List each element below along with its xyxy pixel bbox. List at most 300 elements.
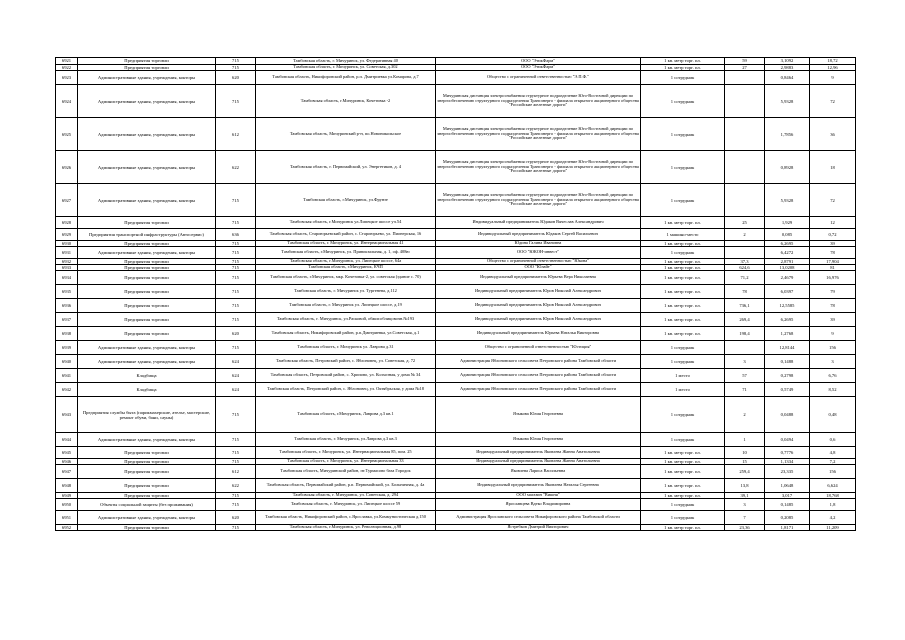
quantity-cell: 736,1 bbox=[725, 299, 765, 313]
quantity-cell bbox=[725, 71, 765, 85]
value-1-cell: 1,7856 bbox=[765, 118, 810, 151]
measure-unit-cell: 1 кв. метр торг. пл. bbox=[641, 493, 725, 499]
quantity-cell: 624,6 bbox=[725, 265, 765, 271]
row-number-cell: 6945 bbox=[56, 447, 78, 459]
quantity-cell: 27 bbox=[725, 65, 765, 71]
quantity-cell: 269,4 bbox=[725, 313, 765, 327]
organization-name-cell: Мичуринская дистанция электроснабжения структурное подразделение Юго-Восточной дирекции по энергообеспечению структурного подразделения Трансэнерго - филиала открытого акционерного общества "Российские железные дороги" bbox=[436, 118, 641, 151]
object-category-cell: Предприятия торговли bbox=[78, 65, 216, 71]
row-number-cell: 6925 bbox=[56, 118, 78, 151]
district-code-cell: 715 bbox=[216, 259, 256, 265]
table-row bbox=[56, 479, 856, 493]
district-code-cell: 715 bbox=[216, 433, 256, 447]
organization-name-cell: Индивидуальный предприниматель Яковлева Жанна Анатольевна bbox=[436, 447, 641, 459]
row-number-cell: 6947 bbox=[56, 465, 78, 479]
measure-unit-cell: 1 кв. метр торг. пл. bbox=[641, 217, 725, 229]
district-code-cell: 612 bbox=[216, 118, 256, 151]
measure-unit-cell: 1 кв. метр торг. пл. bbox=[641, 459, 725, 465]
district-code-cell: 624 bbox=[216, 355, 256, 369]
object-category-cell: Предприятия торговли bbox=[78, 271, 216, 285]
quantity-cell: 13,8 bbox=[725, 479, 765, 493]
row-number-cell: 6949 bbox=[56, 493, 78, 499]
object-address-cell: Тамбовская область, Никифоровский район, р.п. Дмитриевка ул.Комарова, д.7 bbox=[256, 71, 436, 85]
table-row bbox=[56, 229, 856, 241]
object-category-cell: Предприятия торговли bbox=[78, 299, 216, 313]
value-2-cell: 1,8 bbox=[810, 499, 856, 511]
object-address-cell: Тамбовская область, г. Мичуринск ул. Лаврова д.31 bbox=[256, 341, 436, 355]
row-number-cell: 6939 bbox=[56, 341, 78, 355]
object-address-cell: Тамбовская область, г.Мичуринск, Лаврова д.3 кв.1 bbox=[256, 397, 436, 433]
district-code-cell: 715 bbox=[216, 184, 256, 217]
district-code-cell: 636 bbox=[216, 229, 256, 241]
district-code-cell: 715 bbox=[216, 65, 256, 71]
district-code-cell: 715 bbox=[216, 241, 256, 247]
object-address-cell: Тамбовская область, г. Мичуринск, ул.Лаврова д.3 кв.3 bbox=[256, 433, 436, 447]
row-number-cell: 6924 bbox=[56, 85, 78, 118]
table-row bbox=[56, 383, 856, 397]
row-number-cell: 6932 bbox=[56, 259, 78, 265]
organization-name-cell: ООО "Юлайт" bbox=[436, 265, 641, 271]
value-2-cell: 6,76 bbox=[810, 369, 856, 383]
measure-unit-cell: 1 кв. метр торг. пл. bbox=[641, 299, 725, 313]
object-category-cell: Предприятия торговли bbox=[78, 265, 216, 271]
row-number-cell: 6933 bbox=[56, 265, 78, 271]
quantity-cell: 259,4 bbox=[725, 465, 765, 479]
value-1-cell: 3,1092 bbox=[765, 58, 810, 65]
organization-name-cell: Яковлева Лариса Васильевна bbox=[436, 465, 641, 479]
measure-unit-cell: 1 кв. метр торг. пл. bbox=[641, 271, 725, 285]
object-address-cell: Тамбовская область, г. Мичуринск, ул. Советская, д.302 bbox=[256, 65, 436, 71]
value-2-cell: 39 bbox=[810, 313, 856, 327]
measure-unit-cell: 1 сотрудник bbox=[641, 397, 725, 433]
object-category-cell: Административные здания, учреждения, конторы bbox=[78, 118, 216, 151]
row-number-cell: 6921 bbox=[56, 58, 78, 65]
measure-unit-cell: 1 кв. метр торг. пл. bbox=[641, 285, 725, 299]
value-1-cell: 0,1485 bbox=[765, 499, 810, 511]
value-2-cell: 3 bbox=[810, 355, 856, 369]
table-row bbox=[56, 369, 856, 383]
object-address-cell: Тамбовская область, Первомайский район, р.п. Первомайский, ул. Больничная, д. 4а bbox=[256, 479, 436, 493]
table-row bbox=[56, 447, 856, 459]
quantity-cell: 1 bbox=[725, 433, 765, 447]
row-number-cell: 6951 bbox=[56, 511, 78, 525]
quantity-cell: 71,2 bbox=[725, 271, 765, 285]
object-address-cell: Тамбовская область, г. Мичуринск, ул.Расковой, обжиг.облицовочн.№193 bbox=[256, 313, 436, 327]
object-category-cell: Предприятия торговли bbox=[78, 313, 216, 327]
row-number-cell: 6946 bbox=[56, 459, 78, 465]
object-address-cell: Тамбовская область, Мичуринский район, пт.Турмасово база Городок bbox=[256, 465, 436, 479]
row-number-cell: 6927 bbox=[56, 184, 78, 217]
value-2-cell: 0,72 bbox=[810, 229, 856, 241]
table-row bbox=[56, 285, 856, 299]
organization-name-cell: Общество с ограниченной ответственностью "Юкона" bbox=[436, 259, 641, 265]
object-category-cell: Предприятия торговли bbox=[78, 465, 216, 479]
organization-name-cell: ООО магазин "Вишня" bbox=[436, 493, 641, 499]
measure-unit-cell: 1 кв. метр торг. пл. bbox=[641, 525, 725, 531]
value-2-cell: 8,52 bbox=[810, 383, 856, 397]
object-category-cell: Административные здания, учреждения, конторы bbox=[78, 341, 216, 355]
district-code-cell: 624 bbox=[216, 383, 256, 397]
district-code-cell: 715 bbox=[216, 247, 256, 259]
measure-unit-cell: 1 сотрудник bbox=[641, 118, 725, 151]
object-address-cell: Тамбовская область, г. Мичуринск ул. Липецкое шоссе, д.19 bbox=[256, 299, 436, 313]
object-category-cell: Предприятия торговли bbox=[78, 327, 216, 341]
district-code-cell: 715 bbox=[216, 493, 256, 499]
table-row bbox=[56, 151, 856, 184]
organization-name-cell: Администрация Яблоновского сельсовета Петровского района Тамбовской области bbox=[436, 355, 641, 369]
row-number-cell: 6942 bbox=[56, 383, 78, 397]
quantity-cell: 59 bbox=[725, 58, 765, 65]
value-1-cell: 12,8144 bbox=[765, 341, 810, 355]
district-code-cell: 612 bbox=[216, 465, 256, 479]
value-2-cell: 156 bbox=[810, 465, 856, 479]
object-address-cell: Тамбовская область, г.Мичуринск, ул. Привокзальная, д. 1, оф. 408ю bbox=[256, 247, 436, 259]
object-address-cell: Тамбовская область, г. Мичуринск, ул. Федеративная 40 bbox=[256, 58, 436, 65]
organization-name-cell: Администрация Ярославского сельсовета Никифоровского района Тамбовской области bbox=[436, 511, 641, 525]
district-code-cell: 620 bbox=[216, 327, 256, 341]
district-code-cell: 715 bbox=[216, 271, 256, 285]
organization-name-cell: ООО "ЮКОН-инвест" bbox=[436, 247, 641, 259]
measure-unit-cell: 1 сотрудник bbox=[641, 151, 725, 184]
quantity-cell: 37,3 bbox=[725, 259, 765, 265]
object-category-cell: Административные здания, учреждения, конторы bbox=[78, 355, 216, 369]
organization-name-cell: Индивидуальный предприниматель Яковлева Жанна Анатольевна bbox=[436, 459, 641, 465]
row-number-cell: 6931 bbox=[56, 247, 78, 259]
value-2-cell: 72 bbox=[810, 184, 856, 217]
organization-name-cell: Индивидуальный предприниматель Юрьева Вера Николаевна bbox=[436, 271, 641, 285]
value-2-cell: 39 bbox=[810, 241, 856, 247]
table-row bbox=[56, 71, 856, 85]
value-2-cell: 78 bbox=[810, 299, 856, 313]
measure-unit-cell: 1 сотрудник bbox=[641, 184, 725, 217]
measure-unit-cell: 1 сотрудник bbox=[641, 355, 725, 369]
measure-unit-cell: 1 кв. метр торг. пл. bbox=[641, 465, 725, 479]
value-1-cell: 2,4679 bbox=[765, 271, 810, 285]
value-2-cell: 36 bbox=[810, 118, 856, 151]
quantity-cell bbox=[725, 184, 765, 217]
object-address-cell: Тамбовская область, г. Первомайский, ул. Энергетиков, д. 4 bbox=[256, 151, 436, 184]
row-number-cell: 6940 bbox=[56, 355, 78, 369]
object-address-cell: Тамбовская область, Петровский район, с. Яблоновец, ул. Октябрьская, у дома №18 bbox=[256, 383, 436, 397]
measure-unit-cell: 1 сотрудник bbox=[641, 511, 725, 525]
table-row bbox=[56, 118, 856, 151]
table-row bbox=[56, 313, 856, 327]
row-number-cell: 6948 bbox=[56, 479, 78, 493]
value-1-cell: 5,9328 bbox=[765, 184, 810, 217]
district-code-cell: 715 bbox=[216, 85, 256, 118]
value-1-cell: 5,9328 bbox=[765, 85, 810, 118]
quantity-cell: 71 bbox=[725, 383, 765, 397]
object-address-cell: Тамбовская область, г. Мичуринск, ул. Интернациональная 33 bbox=[256, 459, 436, 465]
row-number-cell: 6936 bbox=[56, 299, 78, 313]
value-1-cell: 0,8928 bbox=[765, 151, 810, 184]
value-1-cell: 0,0494 bbox=[765, 433, 810, 447]
row-number-cell: 6943 bbox=[56, 397, 78, 433]
value-2-cell: 9 bbox=[810, 327, 856, 341]
quantity-cell: 2 bbox=[725, 397, 765, 433]
table-row bbox=[56, 217, 856, 229]
value-1-cell: 1,8171 bbox=[765, 525, 810, 531]
object-category-cell: Предприятия торговли bbox=[78, 525, 216, 531]
value-2-cell: 0,48 bbox=[810, 397, 856, 433]
district-code-cell: 620 bbox=[216, 71, 256, 85]
row-number-cell: 6929 bbox=[56, 229, 78, 241]
object-address-cell: Тамбовская область, Мичуринский р-н, по.Новоникольское bbox=[256, 118, 436, 151]
object-address-cell: Тамбовская область, Петровский район, с. Хрипово, ул. Колхозная, у дома № 34 bbox=[256, 369, 436, 383]
object-category-cell: Предприятия торговли bbox=[78, 241, 216, 247]
object-category-cell: Кладбища bbox=[78, 383, 216, 397]
organization-name-cell: Ярославцева Вдеко Владимировна bbox=[436, 499, 641, 511]
measure-unit-cell: 1 сотрудник bbox=[641, 247, 725, 259]
measure-unit-cell: 1 сотрудник bbox=[641, 85, 725, 118]
organization-name-cell: Мичуринская дистанция электроснабжения структурное подразделение Юго-Восточной дирекции по энергообеспечению структурного подразделения Трансэнерго - филиала открытого акционерного общества "Российские железные дороги" bbox=[436, 85, 641, 118]
organization-name-cell: Индивидуальный предприниматель Юдаков Вячеслав Александрович bbox=[436, 217, 641, 229]
measure-unit-cell: 1 сотрудник bbox=[641, 341, 725, 355]
object-address-cell: Тамбовская область, Никифоровский район, р.п.Дмитриевка, ул.Советская, д.1 bbox=[256, 327, 436, 341]
object-category-cell: Предприятия транспортной инфраструктуры (Автосервис) bbox=[78, 229, 216, 241]
row-number-cell: 6938 bbox=[56, 327, 78, 341]
object-category-cell: Административные здания, учреждения, конторы bbox=[78, 247, 216, 259]
object-category-cell: Предприятия службы быта (парикмахерские, ателье, мастерские, ремонт обуви, бани, сауны) bbox=[78, 397, 216, 433]
organization-name-cell: Ястребков Дмитрий Викторович bbox=[436, 525, 641, 531]
object-category-cell: Объекты социальной защиты (без проживания) bbox=[78, 499, 216, 511]
quantity-cell: 198,4 bbox=[725, 327, 765, 341]
value-2-cell: 18,768 bbox=[810, 493, 856, 499]
row-number-cell: 6930 bbox=[56, 241, 78, 247]
table-row bbox=[56, 499, 856, 511]
row-number-cell: 6923 bbox=[56, 71, 78, 85]
district-code-cell: 715 bbox=[216, 397, 256, 433]
value-2-cell: 81 bbox=[810, 265, 856, 271]
value-2-cell: 156 bbox=[810, 341, 856, 355]
object-category-cell: Предприятия торговли bbox=[78, 493, 216, 499]
table-row bbox=[56, 397, 856, 433]
object-category-cell: Предприятия торговли bbox=[78, 285, 216, 299]
registry-table bbox=[55, 57, 856, 531]
object-address-cell: Тамбовская область, г.Мичуринск, ул. Липецкое шоссе, 64а bbox=[256, 259, 436, 265]
object-address-cell: Тамбовская область, Никифоровский район, с.Ярославка, ул.Коммунистическая д.150 bbox=[256, 511, 436, 525]
measure-unit-cell: 1 место bbox=[641, 369, 725, 383]
district-code-cell: 715 bbox=[216, 217, 256, 229]
value-1-cell: 0,0488 bbox=[765, 397, 810, 433]
value-1-cell: 6,2695 bbox=[765, 241, 810, 247]
table-row bbox=[56, 271, 856, 285]
object-category-cell: Административные здания, учреждения, конторы bbox=[78, 184, 216, 217]
table-row bbox=[56, 184, 856, 217]
object-category-cell: Предприятия торговли bbox=[78, 479, 216, 493]
organization-name-cell: Общество с ограниченной ответственностью "Юстиция" bbox=[436, 341, 641, 355]
value-1-cell: 1,929 bbox=[765, 217, 810, 229]
quantity-cell bbox=[725, 247, 765, 259]
organization-name-cell: Языкова Юлия Георгиевна bbox=[436, 433, 641, 447]
object-category-cell: Административные здания, учреждения, конторы bbox=[78, 151, 216, 184]
measure-unit-cell: 1 машино-место bbox=[641, 229, 725, 241]
value-1-cell: 3,017 bbox=[765, 493, 810, 499]
value-2-cell: 12 bbox=[810, 217, 856, 229]
organization-name-cell: Мичуринская дистанция электроснабжения структурное подразделение Юго-Восточной дирекции по энергообеспечению структурного подразделения Трансэнерго - филиала открытого акционерного общества "Российские железные дороги" bbox=[436, 151, 641, 184]
measure-unit-cell: 1 кв. метр торг. пл. bbox=[641, 265, 725, 271]
object-address-cell: Тамбовская область, г.Мичуринск, Кочетовка -2 bbox=[256, 85, 436, 118]
measure-unit-cell: 1 кв. метр торг. пл. bbox=[641, 58, 725, 65]
object-category-cell: Предприятия торговли bbox=[78, 217, 216, 229]
organization-name-cell: Юдина Галина Ивановна bbox=[436, 241, 641, 247]
value-2-cell: 12,96 bbox=[810, 65, 856, 71]
district-code-cell: 715 bbox=[216, 58, 256, 65]
value-2-cell: 4,8 bbox=[810, 447, 856, 459]
district-code-cell: 622 bbox=[216, 151, 256, 184]
object-category-cell: Административные здания, учреждения, конторы bbox=[78, 71, 216, 85]
value-2-cell: 4,2 bbox=[810, 511, 856, 525]
row-number-cell: 6950 bbox=[56, 499, 78, 511]
organization-name-cell: Индивидуальный предприниматель Юров Николай Александрович bbox=[436, 313, 641, 327]
quantity-cell: 2 bbox=[725, 229, 765, 241]
quantity-cell bbox=[725, 151, 765, 184]
value-2-cell: 79 bbox=[810, 285, 856, 299]
document-sheet bbox=[55, 57, 855, 531]
quantity-cell: 3 bbox=[725, 499, 765, 511]
object-category-cell: Предприятия торговли bbox=[78, 447, 216, 459]
value-1-cell: 0,2085 bbox=[765, 511, 810, 525]
table-row bbox=[56, 525, 856, 531]
district-code-cell: 715 bbox=[216, 447, 256, 459]
measure-unit-cell: 1 сотрудник bbox=[641, 433, 725, 447]
quantity-cell: 3 bbox=[725, 355, 765, 369]
value-2-cell: 18,72 bbox=[810, 58, 856, 65]
object-address-cell: Тамбовская область, г.Мичуринск, КЧП bbox=[256, 265, 436, 271]
measure-unit-cell: 1 кв. метр торг. пл. bbox=[641, 327, 725, 341]
table-row bbox=[56, 85, 856, 118]
organization-name-cell: Индивидуальный предприниматель Юдаков Сергей Васильевич bbox=[436, 229, 641, 241]
organization-name-cell: Языкова Юлия Георгиевна bbox=[436, 397, 641, 433]
value-1-cell: 0,085 bbox=[765, 229, 810, 241]
object-address-cell: Тамбовская область, г.Мичуринск ул.Липецкое шоссе уч.54 bbox=[256, 217, 436, 229]
row-number-cell: 6926 bbox=[56, 151, 78, 184]
organization-name-cell: Общество с ограниченной ответственностью "Э.П.Ф." bbox=[436, 71, 641, 85]
object-category-cell: Административные здания, учреждения, конторы bbox=[78, 85, 216, 118]
organization-name-cell: Администрация Яблоновского сельсовета Петровского района Тамбовской области bbox=[436, 369, 641, 383]
district-code-cell: 624 bbox=[216, 369, 256, 383]
value-2-cell: 72 bbox=[810, 85, 856, 118]
quantity-cell: 57 bbox=[725, 369, 765, 383]
table-row bbox=[56, 247, 856, 259]
object-category-cell: Предприятия торговли bbox=[78, 58, 216, 65]
quantity-cell bbox=[725, 341, 765, 355]
row-number-cell: 6922 bbox=[56, 65, 78, 71]
organization-name-cell: Индивидуальный предприниматель Яковлева Наталья Сергеевна bbox=[436, 479, 641, 493]
table-row bbox=[56, 511, 856, 525]
value-2-cell: 16,976 bbox=[810, 271, 856, 285]
district-code-cell: 715 bbox=[216, 313, 256, 327]
value-2-cell: 18 bbox=[810, 151, 856, 184]
measure-unit-cell: 1 кв. метр торг. пл. bbox=[641, 447, 725, 459]
value-2-cell: 6,624 bbox=[810, 479, 856, 493]
object-address-cell: Тамбовская область, г.Мичуринск, ул. Революционная, д.98 bbox=[256, 525, 436, 531]
table-row bbox=[56, 341, 856, 355]
object-address-cell: Тамбовская область, г.Мичуринск, мкр. Кочетовка-2, ул. советская (здание с. 70) bbox=[256, 271, 436, 285]
value-1-cell: 0,8464 bbox=[765, 71, 810, 85]
object-category-cell: Административные здания, учреждения, конторы bbox=[78, 433, 216, 447]
object-address-cell: Тамбовская область, г.Мичуринск, ул.Фрунзе bbox=[256, 184, 436, 217]
row-number-cell: 6935 bbox=[56, 285, 78, 299]
value-1-cell: 0,2798 bbox=[765, 369, 810, 383]
value-2-cell: 17,904 bbox=[810, 259, 856, 265]
value-2-cell: 7,2 bbox=[810, 459, 856, 465]
quantity-cell: 39,1 bbox=[725, 493, 765, 499]
district-code-cell: 620 bbox=[216, 511, 256, 525]
measure-unit-cell: 1 кв. метр торг. пл. bbox=[641, 313, 725, 327]
measure-unit-cell: 1 кв. метр торг. пл. bbox=[641, 479, 725, 493]
district-code-cell: 715 bbox=[216, 265, 256, 271]
row-number-cell: 6941 bbox=[56, 369, 78, 383]
value-1-cell: 1,2768 bbox=[765, 327, 810, 341]
district-code-cell: 715 bbox=[216, 459, 256, 465]
table-row bbox=[56, 327, 856, 341]
row-number-cell: 6944 bbox=[56, 433, 78, 447]
district-code-cell: 715 bbox=[216, 499, 256, 511]
object-address-cell: Тамбовская область, Староюрьевский район, с. Староюрьево, ул. Пионерская, 16 bbox=[256, 229, 436, 241]
organization-name-cell: Индивидуальный предприниматель Юров Николай Александрович bbox=[436, 285, 641, 299]
organization-name-cell: Администрация Яблоновского сельсовета Петровского района Тамбовской области bbox=[436, 383, 641, 397]
value-1-cell: 6,2695 bbox=[765, 313, 810, 327]
value-1-cell: 0,1488 bbox=[765, 355, 810, 369]
quantity-cell bbox=[725, 85, 765, 118]
value-1-cell: 0,5749 bbox=[765, 383, 810, 397]
district-code-cell: 622 bbox=[216, 479, 256, 493]
object-address-cell: Тамбовская область, Петровский район, с. Яблоновец, ул. Советская, д. 72 bbox=[256, 355, 436, 369]
table-row bbox=[56, 355, 856, 369]
table-body bbox=[56, 58, 856, 531]
row-number-cell: 6928 bbox=[56, 217, 78, 229]
value-1-cell: 2,8791 bbox=[765, 259, 810, 265]
measure-unit-cell: 1 кв. метр торг. пл. bbox=[641, 65, 725, 71]
district-code-cell: 715 bbox=[216, 341, 256, 355]
object-address-cell: Тамбовская область, г. Мичуринск, ул. Липецкое шоссе 59 bbox=[256, 499, 436, 511]
quantity-cell: 23,36 bbox=[725, 525, 765, 531]
district-code-cell: 715 bbox=[216, 299, 256, 313]
table-row bbox=[56, 433, 856, 447]
object-category-cell: Предприятия торговли bbox=[78, 459, 216, 465]
object-category-cell: Административные здания, учреждения, конторы bbox=[78, 511, 216, 525]
measure-unit-cell: 1 место bbox=[641, 383, 725, 397]
quantity-cell bbox=[725, 118, 765, 151]
value-1-cell: 6,4272 bbox=[765, 247, 810, 259]
row-number-cell: 6952 bbox=[56, 525, 78, 531]
object-address-cell: Тамбовская область, г. Мичуринск, ул. Советская, д. 294 bbox=[256, 493, 436, 499]
table-row bbox=[56, 299, 856, 313]
value-2-cell: 0,6 bbox=[810, 433, 856, 447]
quantity-cell: 10 bbox=[725, 447, 765, 459]
table-row bbox=[56, 465, 856, 479]
object-address-cell: Тамбовская область, г. Мичуринск, ул. Интернациональная 41 bbox=[256, 241, 436, 247]
object-address-cell: Тамбовская область, г. Мичуринск ул. Тургенева, д.112 bbox=[256, 285, 436, 299]
value-1-cell: 23,335 bbox=[765, 465, 810, 479]
measure-unit-cell: 1 кв. метр торг. пл. bbox=[641, 259, 725, 265]
value-1-cell: 6,0397 bbox=[765, 285, 810, 299]
value-2-cell: 78 bbox=[810, 247, 856, 259]
quantity-cell: 7 bbox=[725, 511, 765, 525]
object-address-cell: Тамбовская область, г. Мичуринск, ул. Интернациональная 85, пом. 25 bbox=[256, 447, 436, 459]
value-1-cell: 1,1334 bbox=[765, 459, 810, 465]
organization-name-cell: Индивидуальный предприниматель Юрьева Наталья Викторовна bbox=[436, 327, 641, 341]
district-code-cell: 715 bbox=[216, 285, 256, 299]
measure-unit-cell: 1 сотрудник bbox=[641, 499, 725, 511]
organization-name-cell: ООО "ЭтикФарм" bbox=[436, 65, 641, 71]
value-1-cell: 0,7776 bbox=[765, 447, 810, 459]
object-category-cell: Кладбища bbox=[78, 369, 216, 383]
district-code-cell: 715 bbox=[216, 525, 256, 531]
quantity-cell: 78 bbox=[725, 285, 765, 299]
quantity-cell: 15 bbox=[725, 459, 765, 465]
